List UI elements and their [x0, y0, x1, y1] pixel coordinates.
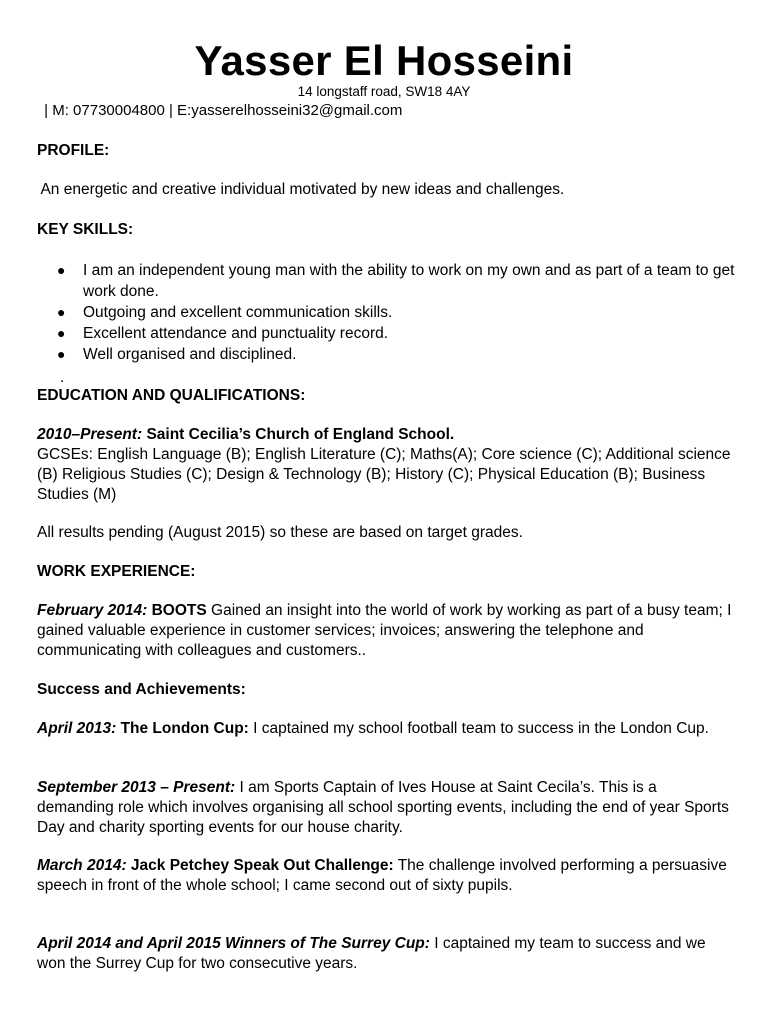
list-item: ● Well organised and disciplined.	[57, 346, 297, 363]
bullet-icon: ●	[57, 262, 66, 278]
bullet-icon: ●	[57, 304, 66, 320]
work-employer: BOOTS	[151, 602, 207, 619]
work-date: February 2014:	[37, 602, 148, 619]
stray-period: .	[60, 369, 65, 386]
key-skills-list	[37, 260, 737, 365]
education-note: All results pending (August 2015) so these are based on target grades.	[37, 524, 523, 541]
education-date: 2010–Present:	[37, 426, 143, 443]
education-school-line	[37, 425, 737, 445]
achievement-item: September 2013 – Present: I am Sports Captain of Ives House at Saint Cecila’s. This is a demanding role which involves organising all school sporting events, including the end of year Sports Day and charity sporting events for our house charity.	[37, 779, 729, 836]
bullet-icon: ●	[57, 325, 66, 341]
education-school: Saint Cecilia’s Church of England School.	[146, 426, 455, 443]
candidate-name: Yasser El Hosseini	[194, 37, 574, 84]
work-heading: WORK EXPERIENCE:	[37, 563, 196, 580]
achievement-item: March 2014: Jack Petchey Speak Out Challenge: The challenge involved performing a persuasive speech in front of the whole school; I came second out of sixty pupils.	[37, 857, 727, 894]
bullet-icon: ●	[57, 346, 66, 362]
achievements-heading: Success and Achievements:	[37, 681, 246, 698]
profile-heading: PROFILE:	[37, 142, 110, 159]
achievement-item: April 2013: The London Cup: I captained my school football team to success in the London Cup.	[37, 720, 709, 737]
work-text: Gained an insight into the world of work by working as part of a busy team; I gained valuable experience in customer services; invoices; answering the telephone and communicating with colleagues and customers..	[37, 602, 732, 659]
work-entry	[37, 601, 737, 661]
list-item: ● I am an independent young man with the ability to work on my own and as part of a team to get work done.	[57, 262, 735, 300]
list-item: ● Excellent attendance and punctuality record.	[57, 325, 389, 342]
profile-text: An energetic and creative individual motivated by new ideas and challenges.	[37, 181, 565, 198]
education-gcses: GCSEs: English Language (B); English Literature (C); Maths(A); Core science (C); Additional science (B) Religious Studies (C); Design & Technology (B); History (C); Physical Education (B); Business Studies (M)	[37, 446, 731, 503]
list-item: ● Outgoing and excellent communication skills.	[57, 304, 393, 321]
address-line: 14 longstaff road, SW18 4AY	[297, 84, 471, 99]
education-heading: EDUCATION AND QUALIFICATIONS:	[37, 387, 306, 404]
achievement-item: April 2014 and April 2015 Winners of The Surrey Cup: I captained my team to success and we won the Surrey Cup for two consecutive years.	[37, 935, 706, 972]
contact-line: | M: 07730004800 | E:yasserelhosseini32@gmail.com	[40, 102, 403, 119]
key-skills-heading: KEY SKILLS:	[37, 221, 134, 238]
